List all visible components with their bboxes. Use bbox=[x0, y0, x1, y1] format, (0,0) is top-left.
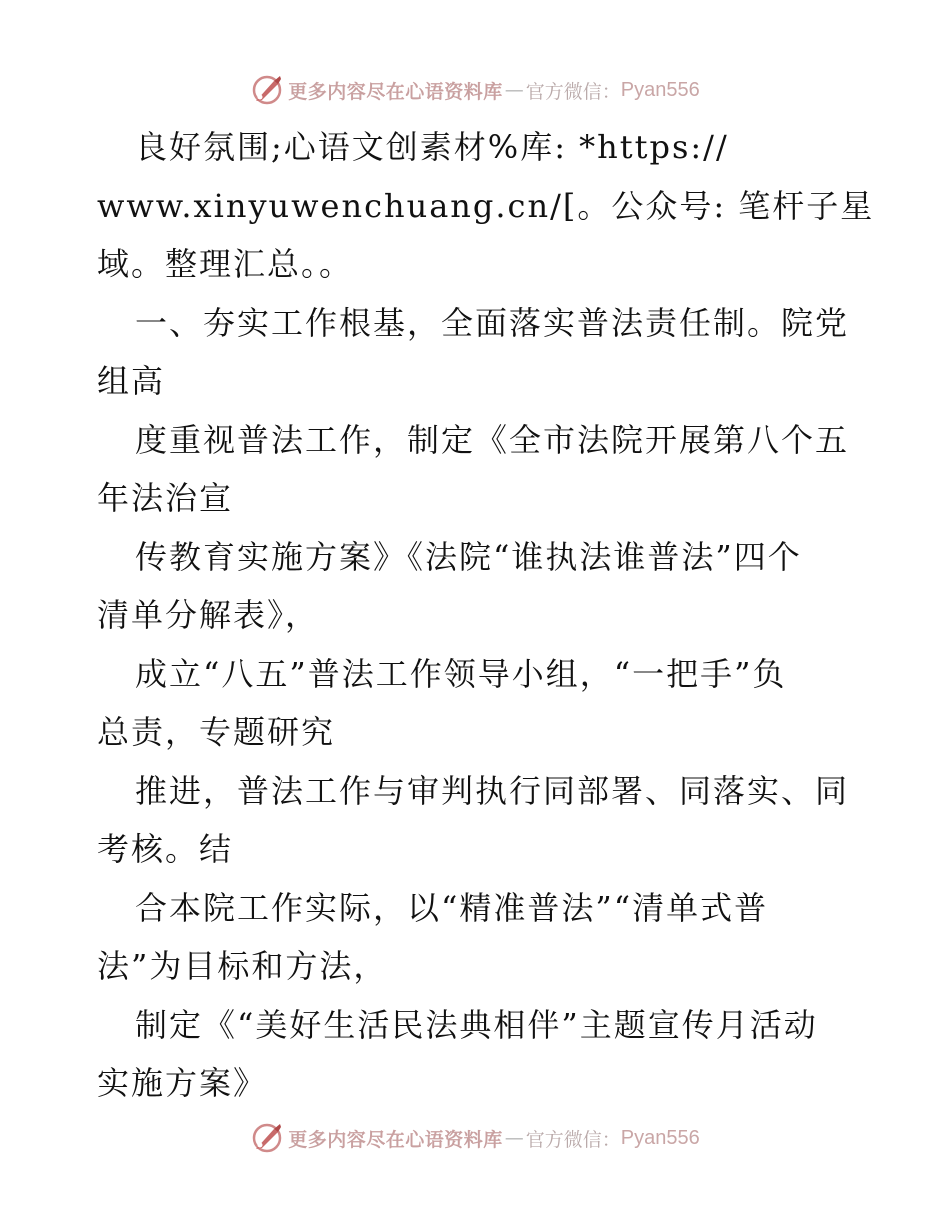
footer-watermark bbox=[0, 1118, 950, 1158]
text-line: 成立“八五”普法工作领导小组，“一把手”负 bbox=[135, 654, 787, 693]
text-line: 年法治宣 bbox=[97, 479, 234, 517]
text-line: 推进，普法工作与审判执行同部署、同落实、同 bbox=[135, 771, 850, 810]
quill-pen-logo-icon bbox=[250, 1121, 284, 1155]
document-body bbox=[97, 118, 875, 1113]
watermark-wechat-id: Pyan556 bbox=[620, 1126, 700, 1149]
text-line: 合本院工作实际，以“精准普法”“清单式普 bbox=[135, 888, 769, 927]
text-line: 法”为目标和方法， bbox=[97, 947, 388, 985]
text-line: 度重视普法工作，制定《全市法院开展第八个五 bbox=[135, 420, 850, 459]
watermark-wechat-label: 官方微信： bbox=[525, 80, 621, 103]
text-line: 一、夯实工作根基，全面落实普法责任制。院党 bbox=[135, 303, 850, 342]
text-line: www.xinyuwenchuang.cn/[。公众号: 笔杆子星 bbox=[97, 186, 875, 225]
watermark-separator: — bbox=[504, 79, 524, 101]
text-line: 总责，专题研究 bbox=[97, 713, 336, 751]
text-line: 域。整理汇总。。 bbox=[97, 245, 354, 283]
quill-pen-logo-icon bbox=[250, 73, 284, 107]
watermark-wechat-label: 官方微信： bbox=[525, 1128, 621, 1151]
text-line: 传教育实施方案》《法院“谁执法谁普法”四个 bbox=[135, 537, 802, 576]
watermark-text: 更多内容尽在心语资料库 bbox=[288, 80, 503, 103]
text-line: 制定《“美好生活民法典相伴”主题宣传月活动 bbox=[135, 1005, 818, 1044]
watermark-separator: — bbox=[504, 1127, 524, 1149]
text-line: 考核。结 bbox=[97, 830, 234, 868]
header-watermark bbox=[0, 70, 950, 110]
watermark-wechat-id: Pyan556 bbox=[620, 78, 700, 101]
text-line: 实施方案》 bbox=[97, 1064, 268, 1102]
text-line: 良好氛围;心语文创素材%库: *https:// bbox=[135, 128, 729, 166]
text-line: 清单分解表》， bbox=[97, 596, 320, 634]
watermark-text: 更多内容尽在心语资料库 bbox=[288, 1128, 503, 1151]
text-line: 组高 bbox=[97, 362, 166, 400]
